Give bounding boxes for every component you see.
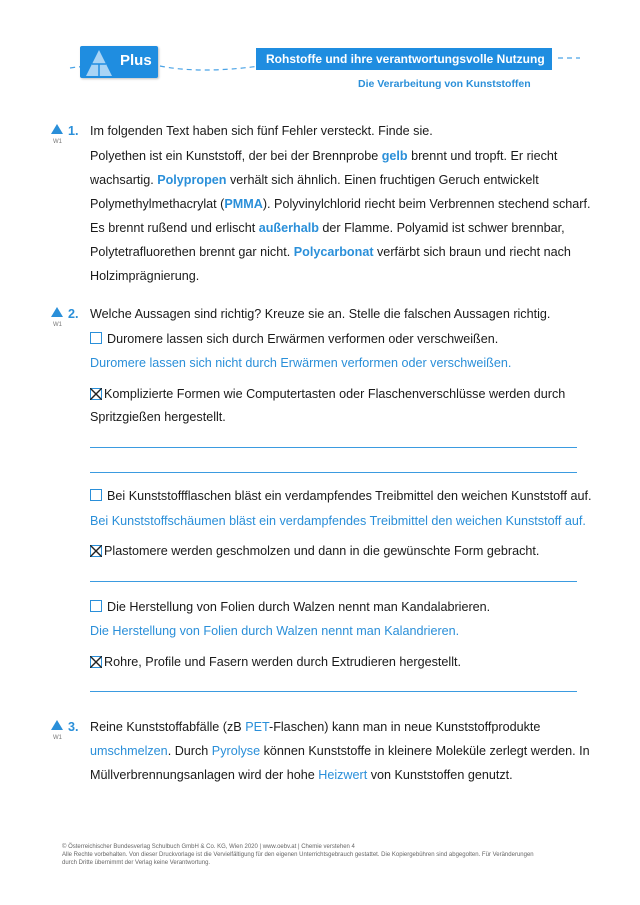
checkbox-checked-icon[interactable] [90, 388, 102, 400]
checkbox-checked-icon[interactable] [90, 656, 102, 668]
error-word: PMMA [224, 197, 263, 211]
text-line: Polyethen ist ein Kunststoff, der bei der Brennprobe gelb brennt und tropft. Er riecht [90, 149, 558, 163]
checkbox-checked-icon[interactable] [90, 545, 102, 557]
text-line: Polymethylmethacrylat (PMMA). Polyvinylchlorid riecht beim Verbrennen stechend scharf. [90, 197, 591, 211]
plus-logo-text: Plus [120, 52, 152, 69]
text-line: umschmelzen. Durch Pyrolyse können Kunststoffe in kleinere Moleküle zerlegt werden. In [90, 744, 590, 758]
question-number: 1. [68, 124, 79, 138]
statement-2: Komplizierte Formen wie Computertasten oder Flaschenverschlüsse werden durch [90, 383, 565, 406]
footer-copyright: © Österreichischer Bundesverlag Schulbuch GmbH & Co. KG, Wien 2020 | www.oebv.at | Chemie verstehen 4 [62, 844, 355, 850]
question-number: 3. [68, 720, 79, 734]
level-triangle-icon [51, 307, 63, 317]
question-number: 2. [68, 307, 79, 321]
error-word: außerhalb [258, 221, 319, 235]
statement-5-correction: Die Herstellung von Folien durch Walzen nennt man Kalandrieren. [90, 624, 460, 638]
answer-word: PET [245, 720, 269, 734]
level-triangle-icon [51, 720, 63, 730]
answer-line[interactable] [90, 472, 577, 473]
error-word: Polypropen [157, 173, 227, 187]
answer-line[interactable] [90, 691, 577, 692]
statement-6: Rohre, Profile und Fasern werden durch Extrudieren hergestellt. [90, 651, 461, 674]
footer-rights: Alle Rechte vorbehalten. Von dieser Druckvorlage ist die Vervielfältigung für den eigenen Unterrichtsgebrauch gestattet. Die Kopiergebühren sind abgegolten. Für Veränderungen [62, 852, 534, 858]
text-line: wachsartig. Polypropen verhält sich ähnlich. Einen fruchtigen Geruch entwickelt [90, 173, 539, 187]
level-label: W1 [53, 139, 62, 145]
error-word: Polycarbonat [293, 245, 374, 259]
error-word: gelb [381, 149, 408, 163]
header-title-bar [256, 48, 552, 70]
question-prompt: Welche Aussagen sind richtig? Kreuze sie an. Stelle die falschen Aussagen richtig. [90, 307, 551, 321]
statement-1-correction: Duromere lassen sich nicht durch Erwärmen verformen oder verschweißen. [90, 356, 512, 370]
answer-word: Heizwert [318, 768, 368, 782]
footer [62, 843, 534, 867]
answer-line[interactable] [90, 581, 577, 582]
answer-word: Pyrolyse [211, 744, 261, 758]
text-line: Holzimprägnierung. [90, 269, 200, 283]
checkbox-unchecked[interactable] [90, 489, 102, 501]
header-subtitle: Die Verarbeitung von Kunststoffen [358, 78, 531, 90]
plus-logo [80, 46, 158, 78]
checkbox-unchecked[interactable] [90, 600, 102, 612]
level-label: W1 [53, 322, 62, 328]
plus-logo-triangle-icon [84, 48, 114, 78]
question-prompt: Im folgenden Text haben sich fünf Fehler versteckt. Finde sie. [90, 124, 433, 138]
answer-word: umschmelzen [90, 744, 168, 758]
statement-5: Die Herstellung von Folien durch Walzen nennt man Kandalabrieren. [90, 596, 490, 619]
text-line: Es brennt rußend und erlischt außerhalb der Flamme. Polyamid ist schwer brennbar, [90, 221, 565, 235]
statement-3: Bei Kunststoffflaschen bläst ein verdampfendes Treibmittel den weichen Kunststoff auf. [90, 485, 591, 508]
statement-1: Duromere lassen sich durch Erwärmen verformen oder verschweißen. [90, 328, 498, 351]
statement-2-cont: Spritzgießen hergestellt. [90, 410, 226, 424]
checkbox-unchecked[interactable] [90, 332, 102, 344]
level-triangle-icon [51, 124, 63, 134]
statement-3-correction: Bei Kunststoffschäumen bläst ein verdampfendes Treibmittel den weichen Kunststoff auf. [90, 514, 586, 528]
answer-line[interactable] [90, 447, 577, 448]
footer-disclaimer: durch Dritte übernimmt der Verlag keine Verantwortung. [62, 860, 211, 866]
text-line: Reine Kunststoffabfälle (zB PET-Flaschen) kann man in neue Kunststoffprodukte [90, 720, 541, 734]
header-title: Rohstoffe und ihre verantwortungsvolle Nutzung [266, 52, 545, 66]
statement-4: Plastomere werden geschmolzen und dann in die gewünschte Form gebracht. [90, 540, 539, 563]
text-line: Müllverbrennungsanlagen wird der hohe Heizwert von Kunststoffen genutzt. [90, 768, 513, 782]
level-label: W1 [53, 735, 62, 741]
text-line: Polytetrafluorethen brennt gar nicht. Polycarbonat verfärbt sich braun und riecht nach [90, 245, 571, 259]
